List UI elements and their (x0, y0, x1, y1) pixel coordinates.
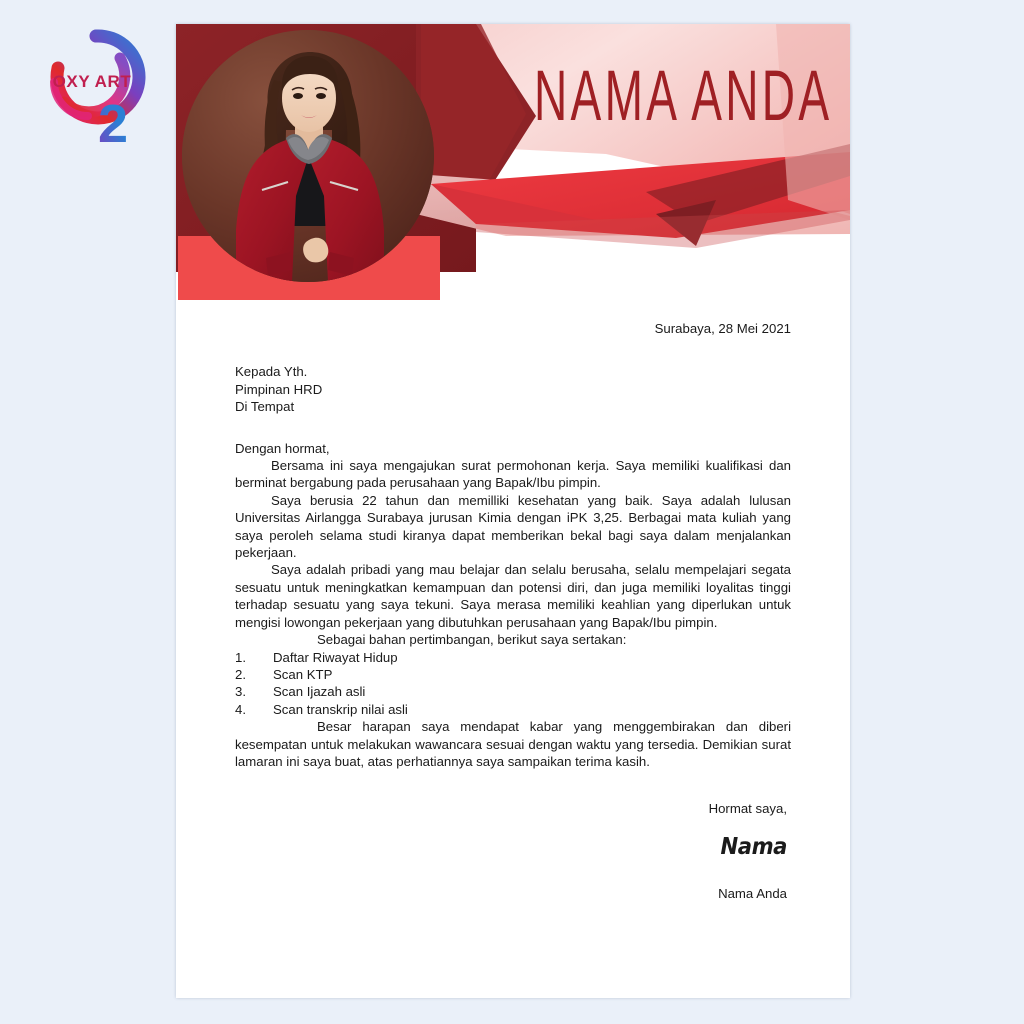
body-paragraph: Saya adalah pribadi yang mau belajar dan selalu berusaha, selalu mempelajari segata sesuatu untuk meningkatkan kemampuan dan potensi diri, dan juga memiliki loyalitas tinggi terhadap sesuatu yang saya tekuni. Saya merasa memiliki keahlian yang diperlukan untuk mengisi lowongan pekerjaan yang dibutuhkan perusahaan yang Bapak/Ibu pimpin. (235, 562, 791, 630)
list-item-number: 1. (235, 649, 246, 665)
page-title: NAMA ANDA (534, 57, 833, 136)
closing-paragraph: Besar harapan saya mendapat kabar yang menggembirakan dan diberi kesempatan untuk melakukan wawancara sesuai dengan waktu yang tersedia. Demikian surat lamaran ini saya buat, atas perhatiannya saya sampaikan terima kasih. (235, 719, 791, 769)
list-item (235, 701, 791, 718)
profile-photo-block (176, 24, 442, 302)
salutation: Dengan hormat, (235, 440, 330, 456)
list-item-label: Scan KTP (273, 666, 333, 682)
signature-closing: Hormat saya, (708, 801, 787, 817)
handwritten-signature: Nama (720, 833, 787, 860)
signature-printed-name: Nama Anda (718, 886, 787, 902)
list-item-label: Scan Ijazah asli (273, 684, 366, 700)
list-item-label: Daftar Riwayat Hidup (273, 649, 398, 665)
signature-block (235, 800, 791, 902)
list-item-number: 4. (235, 701, 246, 717)
list-item-label: Scan transkrip nilai asli (273, 701, 408, 717)
body-paragraph: Bersama ini saya mengajukan surat permohonan kerja. Saya memiliki kualifikasi dan berminat bergabung pada perusahaan yang Bapak/Ibu pimpin. (235, 458, 791, 491)
address-line: Di Tempat (235, 399, 295, 415)
list-item (235, 683, 791, 700)
list-item (235, 666, 791, 683)
letter-body (235, 320, 791, 903)
list-item (235, 649, 791, 666)
address-line: Pimpinan HRD (235, 381, 323, 397)
logo-text: OXY ART (52, 72, 132, 91)
attachment-list (235, 649, 791, 719)
address-line: Kepada Yth. (235, 364, 308, 380)
profile-photo (182, 30, 434, 282)
list-item-number: 3. (235, 684, 246, 700)
letter-date: Surabaya, 28 Mei 2021 (654, 321, 791, 336)
logo-number-two: 2 (97, 94, 129, 149)
list-item-number: 2. (235, 666, 246, 682)
attachment-intro: Sebagai bahan pertimbangan, berikut saya sertakan: (317, 632, 627, 648)
document-page (176, 24, 850, 998)
body-paragraph: Saya berusia 22 tahun dan memilliki kesehatan yang baik. Saya adalah lulusan Universitas Airlangga Surabaya jurusan Kimia dengan iPK 3,25. Berbagai mata kuliah yang saya peroleh selama studi kiranya dapat memberikan bekal bagi saya dalam menjalankan pekerjaan. (235, 492, 791, 561)
oxy-art-logo (34, 24, 154, 149)
recipient-address (235, 363, 791, 415)
